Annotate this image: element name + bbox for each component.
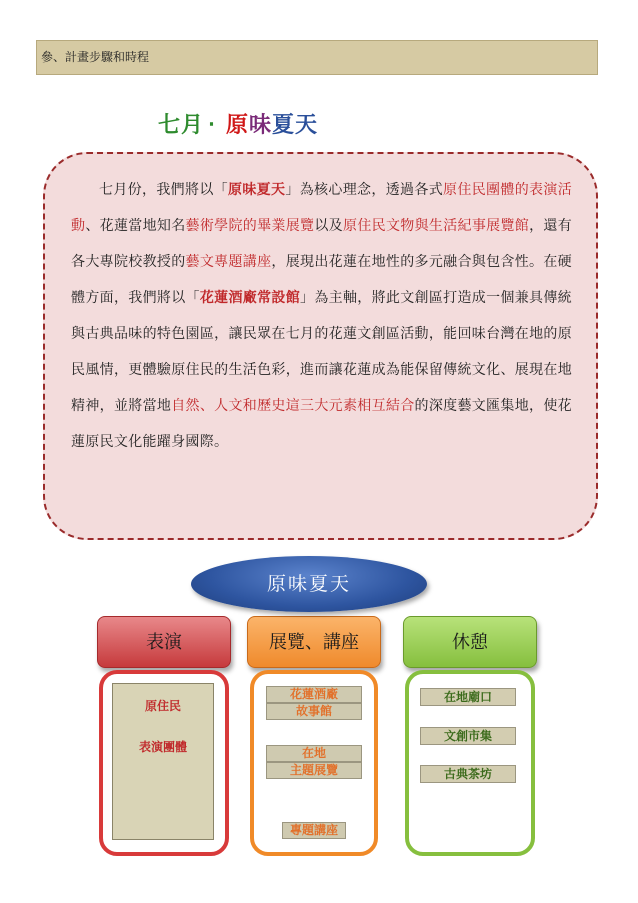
item-temple: 在地廟口 bbox=[420, 688, 516, 706]
item-performance-group: 表演團體 bbox=[138, 740, 187, 754]
text-segment: ，展現出花蓮在地性的多元融合與包含性。在硬體方面，我們將以「 bbox=[71, 254, 572, 306]
item-market: 文創市集 bbox=[420, 727, 516, 745]
category-leisure: 休憩 bbox=[403, 616, 537, 668]
text-segment: 」為主軸，將此文創區打造成一個兼具傳統與古典品味的特色園區，讓民眾在七月的花蓮文創區活動，能回味台灣在地的原民風情，更體驗原住民的生活色彩，進而讓花蓮成為能保留傳統文化、展現在地精神，並將當地 bbox=[71, 290, 572, 414]
title-char-2: 味 bbox=[249, 112, 273, 138]
title-char-3: 夏天 bbox=[272, 112, 319, 138]
item-indigenous: 原住民 bbox=[144, 699, 181, 713]
intro-paragraph bbox=[71, 172, 572, 460]
item-theme-exhibition: 主題展覽 bbox=[266, 762, 362, 779]
highlight-lecture: 藝文專題講座 bbox=[185, 254, 272, 270]
title-dot: ‧ bbox=[208, 112, 217, 138]
text-segment: 」為核心理念，透過各式 bbox=[285, 182, 444, 198]
highlight-performance: 原住民團體的表演活動 bbox=[71, 182, 573, 234]
page-title bbox=[158, 108, 318, 139]
text-segment: 的深度藝文匯集地，使花蓮原民文化能躍身國際。 bbox=[71, 398, 572, 450]
item-story-hall: 故事館 bbox=[266, 703, 362, 720]
category-performance: 表演 bbox=[97, 616, 231, 668]
intro-text-box bbox=[43, 152, 598, 540]
text-segment: 以及 bbox=[314, 218, 343, 234]
section-header: 參、計畫步驟和時程 bbox=[36, 40, 598, 75]
highlight-winery: 花蓮酒廠常設館 bbox=[199, 290, 301, 306]
text-segment: 、花蓮當地知名 bbox=[85, 218, 186, 234]
text-segment: 七月份，我們將以「 bbox=[99, 182, 229, 198]
center-ellipse: 原味夏天 bbox=[191, 556, 427, 612]
item-local: 在地 bbox=[266, 745, 362, 762]
text-segment: ，還有各大專院校教授的 bbox=[71, 218, 573, 270]
title-month: 七月 bbox=[158, 112, 205, 138]
highlight-theme: 原味夏天 bbox=[228, 182, 286, 198]
highlight-art-school: 藝術學院的畢業展覽 bbox=[185, 218, 315, 234]
highlight-exhibition: 原住民文物與生活紀事展覽館 bbox=[343, 218, 530, 234]
category-exhibition: 展覽、講座 bbox=[247, 616, 381, 668]
highlight-elements: 自然、人文和歷史這三大元素相互結合 bbox=[171, 398, 415, 414]
title-char-1: 原 bbox=[226, 112, 250, 138]
item-lecture: 專題講座 bbox=[282, 822, 346, 839]
item-winery: 花蓮酒廠 bbox=[266, 686, 362, 703]
item-teahouse: 古典茶坊 bbox=[420, 765, 516, 783]
